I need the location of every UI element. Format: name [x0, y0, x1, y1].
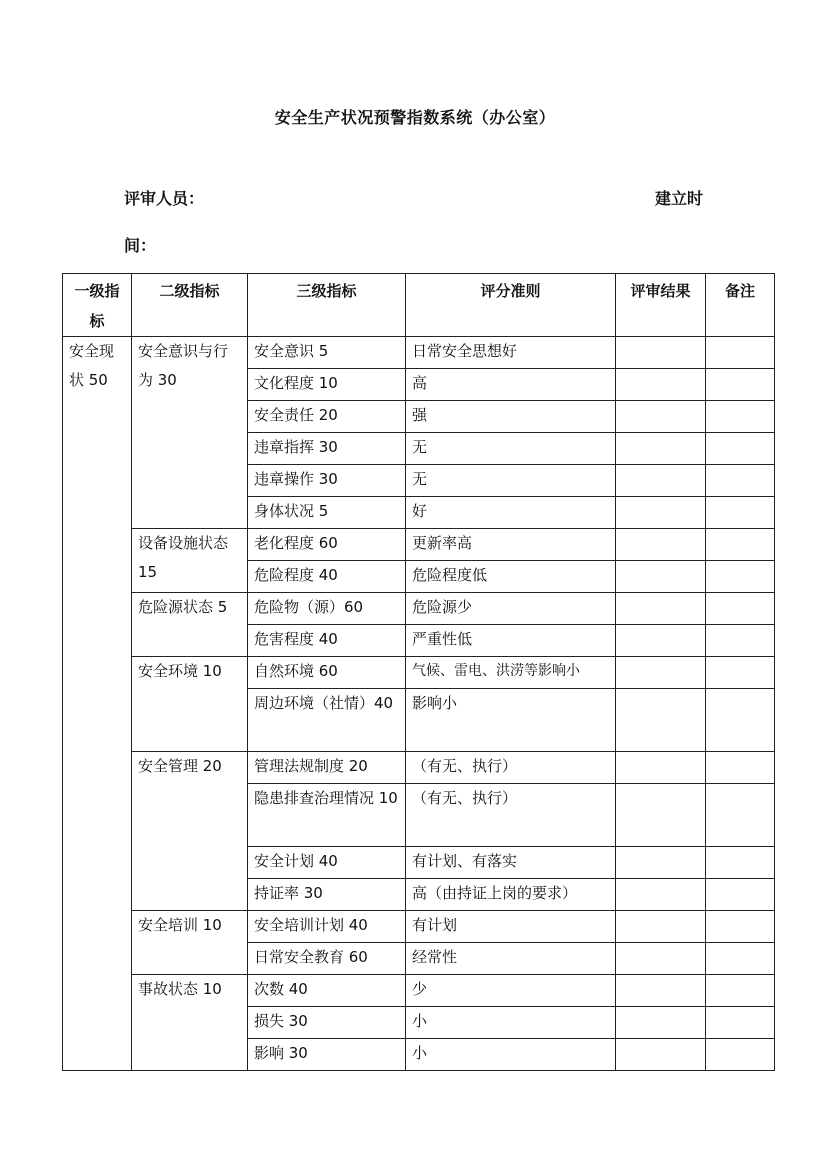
remark-cell[interactable]	[706, 1007, 775, 1039]
level2-cell: 危险源状态 5	[132, 593, 248, 657]
result-cell[interactable]	[616, 911, 706, 943]
remark-cell[interactable]	[706, 593, 775, 625]
level3-cell: 周边环境（社情）40	[248, 689, 406, 752]
remark-cell[interactable]	[706, 784, 775, 847]
criteria-cell: 好	[406, 497, 616, 529]
criteria-cell: 小	[406, 1039, 616, 1071]
result-cell[interactable]	[616, 784, 706, 847]
level3-cell: 违章操作 30	[248, 465, 406, 497]
result-cell[interactable]	[616, 561, 706, 593]
level2-cell: 安全意识与行为 30	[132, 337, 248, 529]
header-level2: 二级指标	[132, 274, 248, 337]
established-time-label: 建立时	[655, 189, 704, 208]
criteria-cell: 影响小	[406, 689, 616, 752]
level3-cell: 损失 30	[248, 1007, 406, 1039]
result-cell[interactable]	[616, 369, 706, 401]
level3-cell: 隐患排查治理情况 10	[248, 784, 406, 847]
level3-cell: 持证率 30	[248, 879, 406, 911]
result-cell[interactable]	[616, 625, 706, 657]
remark-cell[interactable]	[706, 879, 775, 911]
level3-cell: 违章指挥 30	[248, 433, 406, 465]
table-row	[63, 657, 775, 689]
page-title: 安全生产状况预警指数系统（办公室）	[274, 108, 556, 127]
level3-cell: 影响 30	[248, 1039, 406, 1071]
result-cell[interactable]	[616, 465, 706, 497]
result-cell[interactable]	[616, 593, 706, 625]
header-remark: 备注	[706, 274, 775, 337]
remark-cell[interactable]	[706, 561, 775, 593]
result-cell[interactable]	[616, 975, 706, 1007]
result-cell[interactable]	[616, 401, 706, 433]
criteria-cell: 小	[406, 1007, 616, 1039]
criteria-cell: （有无、执行）	[406, 784, 616, 847]
result-cell[interactable]	[616, 497, 706, 529]
level3-cell: 安全意识 5	[248, 337, 406, 369]
result-cell[interactable]	[616, 847, 706, 879]
table-row	[63, 337, 775, 369]
level3-cell: 危险程度 40	[248, 561, 406, 593]
result-cell[interactable]	[616, 337, 706, 369]
remark-cell[interactable]	[706, 433, 775, 465]
remark-cell[interactable]	[706, 689, 775, 752]
criteria-cell: 经常性	[406, 943, 616, 975]
criteria-cell: 无	[406, 433, 616, 465]
remark-cell[interactable]	[706, 625, 775, 657]
header-result: 评审结果	[616, 274, 706, 337]
criteria-cell: 日常安全思想好	[406, 337, 616, 369]
table-row	[63, 911, 775, 943]
header-level3: 三级指标	[248, 274, 406, 337]
level3-cell: 管理法规制度 20	[248, 752, 406, 784]
header-level1: 一级指标	[63, 274, 132, 337]
remark-cell[interactable]	[706, 847, 775, 879]
criteria-cell: 更新率高	[406, 529, 616, 561]
criteria-cell: 危险程度低	[406, 561, 616, 593]
level3-cell: 次数 40	[248, 975, 406, 1007]
remark-cell[interactable]	[706, 943, 775, 975]
remark-cell[interactable]	[706, 975, 775, 1007]
criteria-cell: 强	[406, 401, 616, 433]
criteria-cell: 严重性低	[406, 625, 616, 657]
level3-cell: 危害程度 40	[248, 625, 406, 657]
level2-cell: 事故状态 10	[132, 975, 248, 1071]
table-header-row	[63, 274, 775, 337]
remark-cell[interactable]	[706, 337, 775, 369]
header-criteria: 评分准则	[406, 274, 616, 337]
criteria-cell: 高（由持证上岗的要求）	[406, 879, 616, 911]
established-time-label-continued: 间：	[124, 236, 157, 255]
criteria-cell: 有计划、有落实	[406, 847, 616, 879]
criteria-cell: 无	[406, 465, 616, 497]
table-row	[63, 975, 775, 1007]
result-cell[interactable]	[616, 657, 706, 689]
remark-cell[interactable]	[706, 752, 775, 784]
result-cell[interactable]	[616, 1039, 706, 1071]
level3-cell: 安全责任 20	[248, 401, 406, 433]
remark-cell[interactable]	[706, 1039, 775, 1071]
level3-cell: 安全培训计划 40	[248, 911, 406, 943]
level1-cell: 安全现状 50	[63, 337, 132, 1071]
criteria-cell: 气候、雷电、洪涝等影响小	[406, 657, 616, 689]
table-row	[63, 752, 775, 784]
remark-cell[interactable]	[706, 401, 775, 433]
level3-cell: 安全计划 40	[248, 847, 406, 879]
remark-cell[interactable]	[706, 657, 775, 689]
result-cell[interactable]	[616, 689, 706, 752]
remark-cell[interactable]	[706, 911, 775, 943]
evaluation-table	[62, 273, 775, 1071]
result-cell[interactable]	[616, 529, 706, 561]
criteria-cell: 少	[406, 975, 616, 1007]
criteria-cell: 危险源少	[406, 593, 616, 625]
level3-cell: 自然环境 60	[248, 657, 406, 689]
result-cell[interactable]	[616, 879, 706, 911]
result-cell[interactable]	[616, 433, 706, 465]
table-row	[63, 593, 775, 625]
level3-cell: 老化程度 60	[248, 529, 406, 561]
criteria-cell: 高	[406, 369, 616, 401]
level2-cell: 安全培训 10	[132, 911, 248, 975]
remark-cell[interactable]	[706, 529, 775, 561]
level3-cell: 危险物（源）60	[248, 593, 406, 625]
remark-cell[interactable]	[706, 465, 775, 497]
reviewer-label: 评审人员：	[124, 189, 205, 208]
level2-cell: 安全环境 10	[132, 657, 248, 752]
remark-cell[interactable]	[706, 369, 775, 401]
result-cell[interactable]	[616, 1007, 706, 1039]
table-row	[63, 529, 775, 561]
criteria-cell: （有无、执行）	[406, 752, 616, 784]
result-cell[interactable]	[616, 943, 706, 975]
level3-cell: 身体状况 5	[248, 497, 406, 529]
level3-cell: 日常安全教育 60	[248, 943, 406, 975]
level2-cell: 安全管理 20	[132, 752, 248, 911]
result-cell[interactable]	[616, 752, 706, 784]
remark-cell[interactable]	[706, 497, 775, 529]
level2-cell: 设备设施状态 15	[132, 529, 248, 593]
level3-cell: 文化程度 10	[248, 369, 406, 401]
criteria-cell: 有计划	[406, 911, 616, 943]
